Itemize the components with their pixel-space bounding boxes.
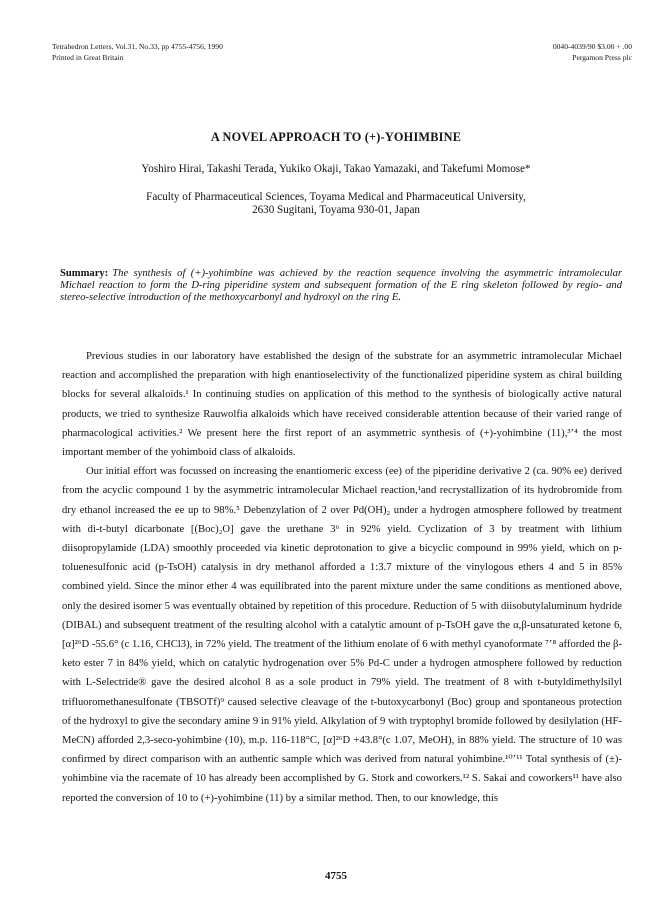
article-body bbox=[62, 347, 622, 808]
affiliation bbox=[0, 191, 672, 217]
price-code: 0040-4039/90 $3.00 + .00 bbox=[552, 42, 632, 51]
page-number: 4755 bbox=[325, 870, 347, 882]
journal-citation: Tetrahedron Letters, Vol.31, No.33, pp 4755-4756, 1990 bbox=[52, 42, 223, 51]
summary-block bbox=[60, 268, 622, 305]
journal-header-right bbox=[553, 42, 632, 63]
printed-in: Printed in Great Britain bbox=[52, 52, 124, 62]
journal-header-left bbox=[52, 42, 223, 63]
article-title: A NOVEL APPROACH TO (+)-YOHIMBINE bbox=[210, 130, 462, 144]
summary-text: The synthesis of (+)-yohimbine was achieved by the reaction sequence involving the asymmetric intramolecular Michael reaction to form the D-ring piperidine system and subsequent formation of the E ring skeleton followed by regio- and stereo-selective introduction of the methoxycarbonyl and hydroxyl on the ring E. bbox=[60, 268, 622, 304]
body-paragraph-1: Previous studies in our laboratory have established the design of the substrate for an asymmetric intramolecular Michael reaction and accomplished the preparation with high enantioselectivity of the functionalized piperidine system as chiral building blocks for several alkaloids.¹ In continuing studies on application of this method to the synthesis of biologically active natural products, we tried to synthesize Rauwolfia alkaloids which have received considerable attention because of their varied range of pharmacological activities.² We present here the first report of an asymmetric synthesis of (+)-yohimbine (11),³ʼ⁴ the most important member of the yohimboid class of alkaloids. bbox=[62, 351, 622, 459]
affiliation-line-2: 2630 Sugitani, Toyama 930-01, Japan bbox=[252, 204, 420, 216]
author-list: Yoshiro Hirai, Takashi Terada, Yukiko Okaji, Takao Yamazaki, and Takefumi Momose* bbox=[141, 163, 531, 175]
publisher: Pergamon Press plc bbox=[572, 52, 632, 62]
affiliation-line-1: Faculty of Pharmaceutical Sciences, Toyama Medical and Pharmaceutical University, bbox=[146, 191, 526, 203]
summary-label: Summary: bbox=[60, 268, 109, 279]
body-paragraph-2: Our initial effort was focussed on increasing the enantiomeric excess (ee) of the piperidine derivative 2 (ca. 90% ee) derived from the acyclic compound 1 by the asymmetric intramolecular Michael reaction,¹and recrystallization of its hydrobromide from dry ethanol increased the ee up to 98%.⁵ Debenzylation of 2 over Pd(OH)₂ under a hydrogen atmosphere followed by treatment with di-t-butyl dicarbonate [(Boc)₂O] gave the urethane 3⁶ in 92% yield. Cyclization of 3 by treatment with lithium diisopropylamide (LDA) smoothly proceeded via kinetic deprotonation to give a bicyclic compound in 99% yield, which on p-toluenesulfonic acid (p-TsOH) catalysis in dry methanol afforded a 1:3.7 mixture of the vinylogous ethers 4 and 5 in 85% combined yield. Since the minor ether 4 was equilibrated into the parent mixture under the same conditions as mentioned above, only the desired isomer 5 was eventually obtained by repetition of this procedure. Reduction of 5 with diisobutylaluminum hydride (DIBAL) and subsequent treatment of the resulting alcohol with a catalytic amount of p-TsOH gave the α,β-unsaturated ketone 6, [α]²⁶D -55.6° (c 1.16, CHCl3), in 72% yield. The treatment of the lithium enolate of 6 with methyl cyanoformate ⁷ʼ⁸ afforded the β-keto ester 7 in 84% yield, which on catalytic hydrogenation over 5% Pd-C under a hydrogen atmosphere followed by reduction with L-Selectride® gave the desired alcohol 8 as a sole product in 79% yield. The treatment of 8 with t-butyldimethylsilyl trifluoromethanesulfonate (TBSOTf)⁹ caused selective cleavage of the t-butoxycarbonyl (Boc) group and spontaneous protection of the hydroxyl to give the secondary amine 9 in 91% yield. Alkylation of 9 with tryptophyl bromide followed by desilylation (HF-MeCN) afforded 2,3-seco-yohimbine (10), m.p. 116-118°C, [α]²⁶D +43.8°(c 1.07, MeOH), in 88% yield. The structure of 10 was confirmed by direct comparison with an authentic sample which was derived from natural yohimbine.¹⁰ʼ¹¹ Total synthesis of (±)-yohimbine via the racemate of 10 has already been accomplished by G. Stork and coworkers.¹² S. Sakai and coworkers¹¹ have also reported the conversion of 10 to (+)-yohimbine (11) by a similar method. Then, to our knowledge, this bbox=[62, 466, 622, 804]
